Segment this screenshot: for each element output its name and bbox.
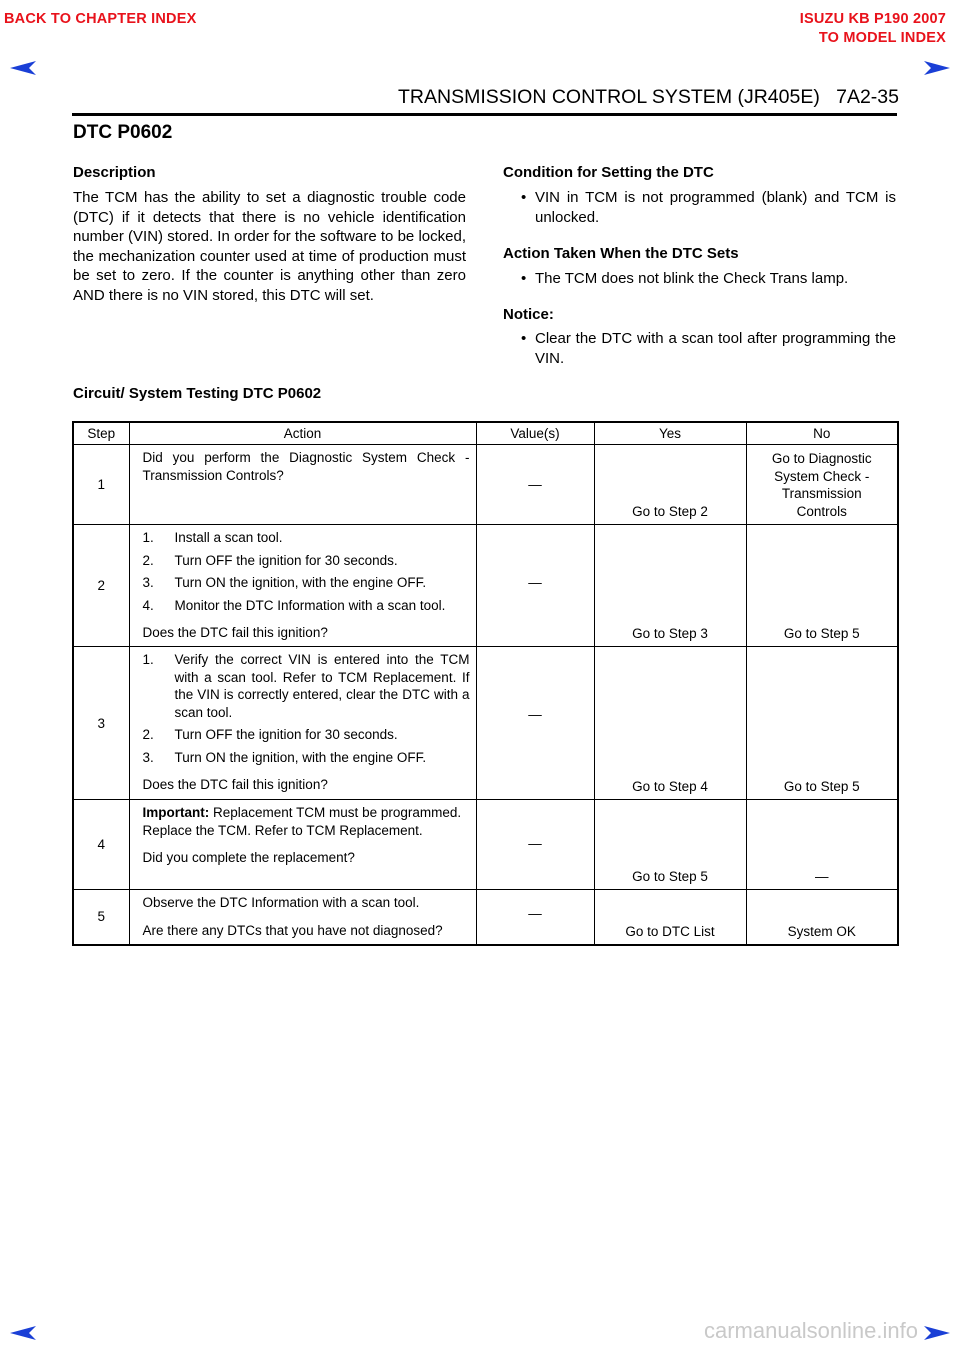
description-text: The TCM has the ability to set a diagnostic trouble code (DTC) if it detects that there is no vehicle identification number (VIN) stored. In order for the software to be locked, the mechanization counter used at time of production must be set to zero. If the counter is anything other than zero AND there is no VIN stored, this DTC will set. — [73, 189, 466, 304]
action-taken-heading: Action Taken When the DTC Sets — [503, 245, 739, 262]
value-text: — — [528, 906, 542, 921]
item-number: 3. — [142, 749, 154, 765]
yes-link[interactable]: Go to Step 2 — [632, 504, 708, 519]
action-text: Did you perform the Diagnostic System Check - Transmission Controls? — [142, 450, 470, 483]
value-text: — — [528, 707, 542, 722]
yes-cell — [594, 445, 746, 525]
table-row — [73, 800, 898, 890]
no-text: System OK — [787, 923, 856, 939]
bullet-dot: • — [521, 189, 527, 206]
value-cell — [476, 647, 594, 800]
notice-heading: Notice: — [503, 306, 554, 323]
column-header-step: Step — [73, 422, 129, 445]
list-item — [143, 726, 470, 744]
action-question: Did you complete the replacement? — [142, 850, 355, 865]
action-taken-bullet-text: The TCM does not blink the Check Trans lamp. — [535, 270, 849, 287]
table-row — [73, 890, 898, 945]
column-header-no: No — [746, 422, 898, 445]
action-steps — [143, 651, 470, 766]
item-text: Turn OFF the ignition for 30 seconds. — [174, 727, 398, 742]
header-rule — [72, 113, 897, 116]
item-text: Turn ON the ignition, with the engine OFF. — [174, 749, 427, 765]
bullet-dot: • — [521, 270, 527, 287]
condition-bullet — [503, 188, 896, 227]
next-page-arrow-icon[interactable] — [924, 61, 950, 75]
column-header-action: Action — [129, 422, 476, 445]
watermark-text: carmanualsonline.info — [703, 1318, 918, 1343]
notice-bullet-text: Clear the DTC with a scan tool after programming the VIN. — [535, 330, 896, 367]
action-cell — [129, 800, 476, 890]
table-row — [73, 647, 898, 800]
next-page-bottom-arrow-icon[interactable] — [924, 1326, 950, 1340]
important-note — [143, 804, 470, 822]
item-number: 2. — [142, 727, 154, 742]
value-text: — — [528, 477, 542, 492]
notice-bullet — [503, 329, 896, 368]
no-cell — [746, 445, 898, 525]
page-header — [398, 86, 899, 109]
value-cell — [476, 890, 594, 945]
table-header-row — [73, 422, 898, 445]
action-taken-bullet — [503, 269, 896, 289]
action-question: Are there any DTCs that you have not diagnosed? — [142, 922, 443, 938]
item-text: Monitor the DTC Information with a scan tool. — [174, 597, 446, 613]
list-item — [143, 749, 470, 767]
column-header-yes: Yes — [594, 422, 746, 445]
no-cell — [746, 890, 898, 945]
action-question: Does the DTC fail this ignition? — [142, 625, 328, 640]
item-number: 1. — [142, 530, 154, 545]
value-cell — [476, 445, 594, 525]
previous-page-bottom-arrow-icon[interactable] — [10, 1326, 36, 1340]
item-number: 3. — [142, 575, 154, 590]
list-item — [143, 529, 470, 547]
list-item — [143, 597, 470, 615]
condition-heading: Condition for Setting the DTC — [503, 164, 714, 181]
yes-cell — [594, 647, 746, 800]
important-label: Important: — [142, 805, 210, 820]
action-steps — [143, 529, 470, 614]
item-text: Verify the correct VIN is entered into the TCM with a scan tool. Refer to TCM Replacement. If the VIN is correctly entered, clear the DTC with a scan tool. — [174, 652, 470, 720]
step-number: 5 — [73, 890, 129, 945]
dtc-title: DTC P0602 — [73, 122, 173, 143]
action-text: Replace the TCM. Refer to TCM Replacement. — [142, 822, 423, 838]
item-text: Install a scan tool. — [174, 530, 283, 545]
yes-link[interactable]: Go to Step 4 — [632, 779, 708, 794]
section-title: TRANSMISSION CONTROL SYSTEM (JR405E) — [398, 86, 820, 108]
action-cell — [129, 647, 476, 800]
table-row — [73, 525, 898, 647]
table-row — [73, 445, 898, 525]
yes-cell — [594, 800, 746, 890]
action-question: Does the DTC fail this ignition? — [142, 777, 328, 792]
yes-link[interactable]: Go to Step 3 — [632, 626, 708, 641]
value-cell — [476, 800, 594, 890]
list-item — [143, 651, 470, 721]
item-number: 2. — [142, 552, 154, 568]
yes-cell — [594, 525, 746, 647]
no-cell — [746, 800, 898, 890]
table-title: Circuit/ System Testing DTC P0602 — [73, 385, 322, 402]
item-text: Turn OFF the ignition for 30 seconds. — [174, 552, 398, 568]
yes-cell — [594, 890, 746, 945]
yes-link[interactable]: Go to Step 5 — [632, 869, 708, 884]
model-title-link[interactable]: ISUZU KB P190 2007 — [799, 11, 946, 27]
no-cell — [746, 525, 898, 647]
previous-page-arrow-icon[interactable] — [10, 61, 36, 75]
list-item — [143, 552, 470, 570]
page-number: 7A2-35 — [836, 86, 899, 108]
no-text: — — [815, 869, 829, 884]
value-text: — — [528, 575, 542, 590]
no-link[interactable]: Go to Diagnostic System Check - Transmission Controls — [771, 451, 872, 519]
step-number: 3 — [73, 647, 129, 800]
to-model-index-link[interactable]: TO MODEL INDEX — [818, 30, 946, 46]
list-item — [143, 574, 470, 592]
action-text: Observe the DTC Information with a scan tool. — [142, 895, 420, 910]
yes-link[interactable]: Go to DTC List — [625, 923, 715, 939]
no-cell — [746, 647, 898, 800]
value-text: — — [528, 836, 542, 851]
no-link[interactable]: Go to Step 5 — [783, 779, 860, 794]
action-cell — [129, 445, 476, 525]
column-header-values: Value(s) — [476, 422, 594, 445]
step-number: 1 — [73, 445, 129, 525]
item-text: Turn ON the ignition, with the engine OFF. — [174, 575, 427, 590]
description-heading: Description — [73, 164, 156, 181]
value-cell — [476, 525, 594, 647]
back-to-chapter-index-link[interactable]: BACK TO CHAPTER INDEX — [4, 11, 197, 27]
no-link[interactable]: Go to Step 5 — [783, 626, 860, 641]
action-cell — [129, 890, 476, 945]
step-number: 4 — [73, 800, 129, 890]
condition-bullet-text: VIN in TCM is not programmed (blank) and TCM is unlocked. — [535, 189, 896, 226]
item-number: 4. — [142, 597, 154, 613]
bullet-dot: • — [521, 330, 527, 347]
step-number: 2 — [73, 525, 129, 647]
diagnostic-table — [72, 421, 899, 946]
action-cell — [129, 525, 476, 647]
important-text: Replacement TCM must be programmed. — [213, 805, 462, 820]
item-number: 1. — [142, 652, 154, 667]
